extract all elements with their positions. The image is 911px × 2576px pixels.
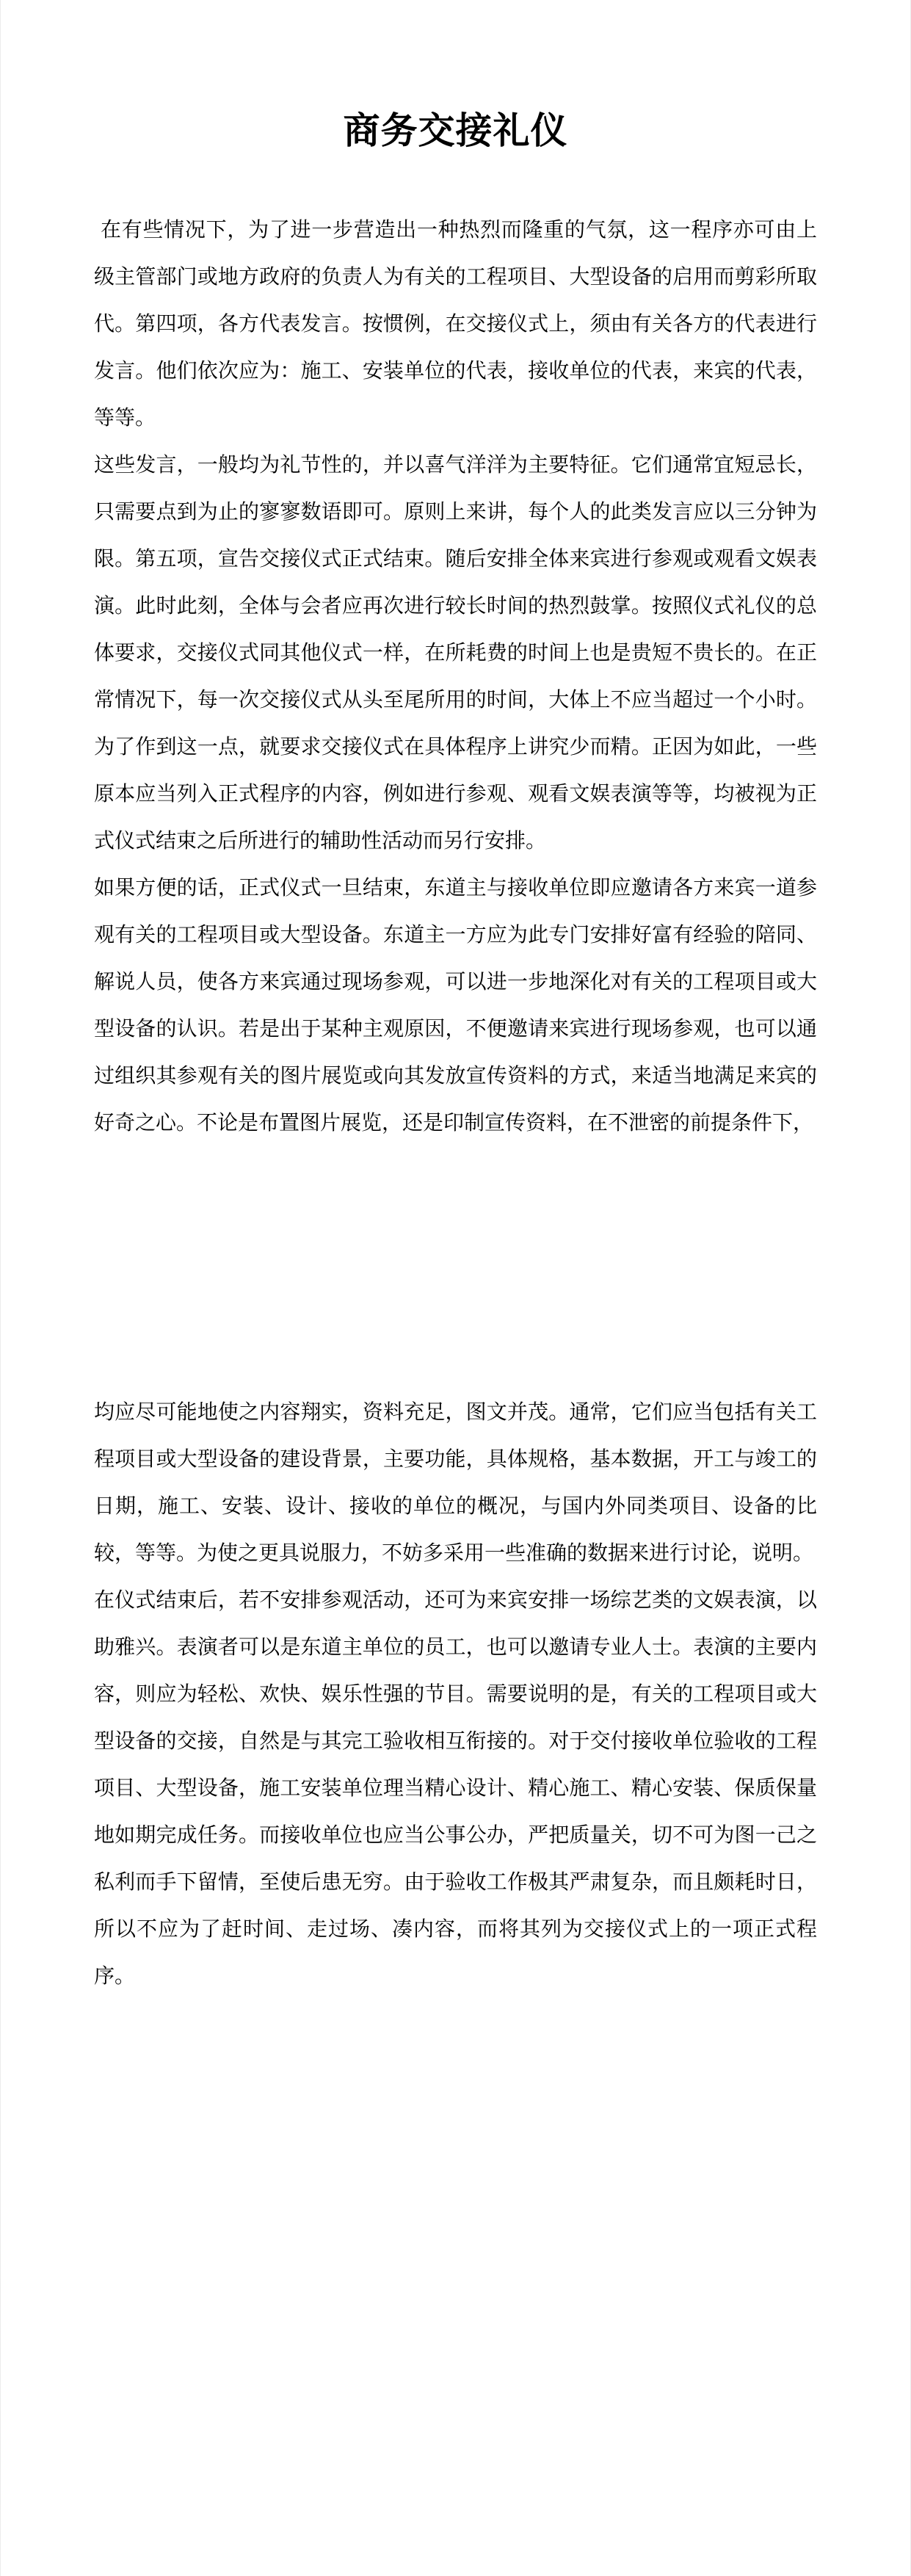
page-title: 商务交接礼仪 <box>343 110 568 151</box>
paragraph-site-visit: 如果方便的话，正式仪式一旦结束，东道主与接收单位即应邀请各方来宾一道参观有关的工程项目或大型设备。东道主一方应为此专门安排好富有经验的陪同、解说人员，使各方来宾通过现场参观，可以进一步地深化对有关的工程项目或大型设备的认识。若是出于某种主观原因，不便邀请来宾进行现场参观，也可以通过组织其参观有关的图片展览或向其发放宣传资料的方式，来适当地满足来宾的好奇之心。不论是布置图片展览，还是印制宣传资料，在不泄密的前提条件下， <box>94 876 817 1134</box>
paragraph-speeches: 这些发言，一般均为礼节性的，并以喜气洋洋为主要特征。它们通常宜短忌长，只需要点到为止的寥寥数语即可。原则上来讲，每个人的此类发言应以三分钟为限。第五项，宣告交接仪式正式结束。随后安排全体来宾进行参观或观看文娱表演。此时此刻，全体与会者应再次进行较长时间的热烈鼓掌。按照仪式礼仪的总体要求，交接仪式同其他仪式一样，在所耗费的时间上也是贵短不贵长的。在正常情况下，每一次交接仪式从头至尾所用的时间，大体上不应当超过一个小时。为了作到这一点，就要求交接仪式在具体程序上讲究少而精。正因为如此，一些原本应当列入正式程序的内容，例如进行参观、观看文娱表演等等，均被视为正式仪式结束之后所进行的辅助性活动而另行安排。 <box>94 453 817 852</box>
paragraph-opening-ceremony: 在有些情况下，为了进一步营造出一种热烈而隆重的气氛，这一程序亦可由上级主管部门或地方政府的负责人为有关的工程项目、大型设备的启用而剪彩所取代。第四项，各方代表发言。按惯例，在交接仪式上，须由有关各方的代表进行发言。他们依次应为：施工、安装单位的代表，接收单位的代表，来宾的代表，等等。 <box>94 218 817 429</box>
paragraph-materials-content: 均应尽可能地使之内容翔实，资料充足，图文并茂。通常，它们应当包括有关工程项目或大型设备的建设背景，主要功能，具体规格，基本数据，开工与竣工的日期，施工、安装、设计、接收的单位的概况，与国内外同类项目、设备的比较，等等。为使之更具说服力，不妨多采用一些准确的数据来进行讨论，说明。 <box>94 1400 817 1564</box>
document-body <box>94 206 817 2000</box>
paragraph-performance-acceptance: 在仪式结束后，若不安排参观活动，还可为来宾安排一场综艺类的文娱表演，以助雅兴。表演者可以是东道主单位的员工，也可以邀请专业人士。表演的主要内容，则应为轻松、欢快、娱乐性强的节目。需要说明的是，有关的工程项目或大型设备的交接，自然是与其完工验收相互衔接的。对于交付接收单位验收的工程项目、大型设备，施工安装单位理当精心设计、精心施工、精心安装、保质保量地如期完成任务。而接收单位也应当公事公办，严把质量关，切不可为图一己之私利而手下留情，至使后患无穷。由于验收工作极其严肃复杂，而且颇耗时日，所以不应为了赶时间、走过场、凑内容，而将其列为交接仪式上的一项正式程序。 <box>94 1588 817 1987</box>
blank-gap <box>94 1146 817 1389</box>
